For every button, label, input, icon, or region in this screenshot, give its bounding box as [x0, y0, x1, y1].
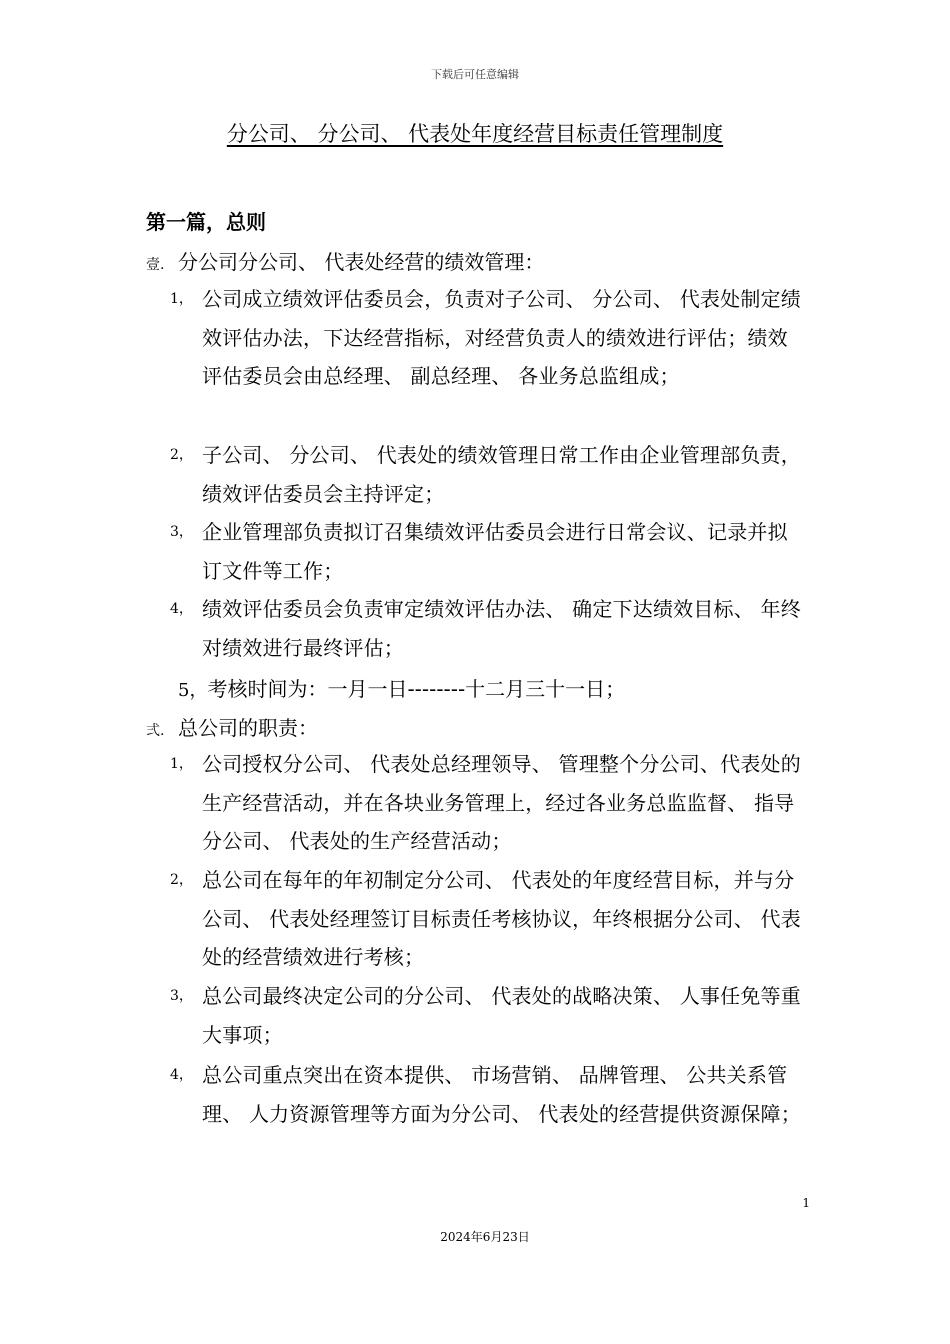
- section-1-item-1: [170, 280, 810, 396]
- item-text: 总公司最终决定公司的分公司、 代表处的战略决策、 人事任免等重大事项；: [202, 984, 801, 1047]
- section-2-heading: [146, 712, 318, 741]
- item-number: 2，: [170, 872, 193, 888]
- item-number: 3，: [170, 524, 193, 540]
- section-1-number: 壹.: [146, 257, 165, 273]
- section-2-item-3: [170, 977, 810, 1054]
- item-number: 1，: [170, 756, 193, 772]
- item-number: 4，: [170, 1067, 193, 1083]
- section-2-item-2: [170, 861, 810, 977]
- chapter-heading: 第一篇，总则: [146, 210, 266, 234]
- section-1-item-4: [170, 590, 810, 667]
- item-number: 4，: [170, 601, 193, 617]
- section-1-item-3: [170, 513, 810, 590]
- footer-date: 2024年6月23日: [440, 1230, 530, 1244]
- section-2-title: 总公司的职责：: [178, 716, 318, 740]
- item-text: 总公司在每年的年初制定分公司、 代表处的年度经营目标，并与分公司、 代表处经理签订目标责任考核协议，年终根据分公司、 代表处的经营绩效进行考核；: [202, 868, 801, 969]
- item-number: 2，: [170, 447, 193, 463]
- item-text: 考核时间为：一月一日--------十二月三十一日；: [207, 677, 626, 701]
- section-1-heading: [146, 246, 544, 275]
- page-header: 下载后可任意编辑: [431, 68, 519, 81]
- item-number: 3，: [170, 988, 193, 1004]
- item-number: 5，: [178, 680, 208, 701]
- item-number: 1，: [170, 291, 193, 307]
- section-2-item-4: [170, 1056, 810, 1133]
- item-text: 公司成立绩效评估委员会，负责对子公司、 分公司、 代表处制定绩效评估办法，下达经营指标，对经营负责人的绩效进行评估；绩效评估委员会由总经理、 副总经理、 各业务总监组成；: [202, 287, 801, 388]
- section-1-item-5: [178, 673, 625, 702]
- item-text: 企业管理部负责拟订召集绩效评估委员会进行日常会议、记录并拟订文件等工作；: [202, 520, 788, 583]
- item-text: 公司授权分公司、 代表处总经理领导、 管理整个分公司、代表处的生产经营活动，并在各块业务管理上，经过各业务总监监督、 指导分公司、 代表处的生产经营活动；: [202, 752, 801, 853]
- item-text: 子公司、 分公司、 代表处的绩效管理日常工作由企业管理部负责，绩效评估委员会主持评定；: [202, 443, 801, 506]
- document-title: 分公司、 分公司、 代表处年度经营目标责任管理制度: [226, 122, 724, 146]
- page-number: 1: [802, 1196, 810, 1210]
- section-1-title: 分公司分公司、 代表处经营的绩效管理：: [178, 250, 545, 274]
- section-2-item-1: [170, 745, 810, 861]
- section-1-item-2: [170, 436, 810, 513]
- item-text: 绩效评估委员会负责审定绩效评估办法、 确定下达绩效目标、 年终对绩效进行最终评估；: [202, 597, 801, 660]
- section-2-number: 弍.: [146, 723, 165, 739]
- item-text: 总公司重点突出在资本提供、 市场营销、 品牌管理、 公共关系管理、 人力资源管理等方面为分公司、 代表处的经营提供资源保障；: [202, 1063, 801, 1126]
